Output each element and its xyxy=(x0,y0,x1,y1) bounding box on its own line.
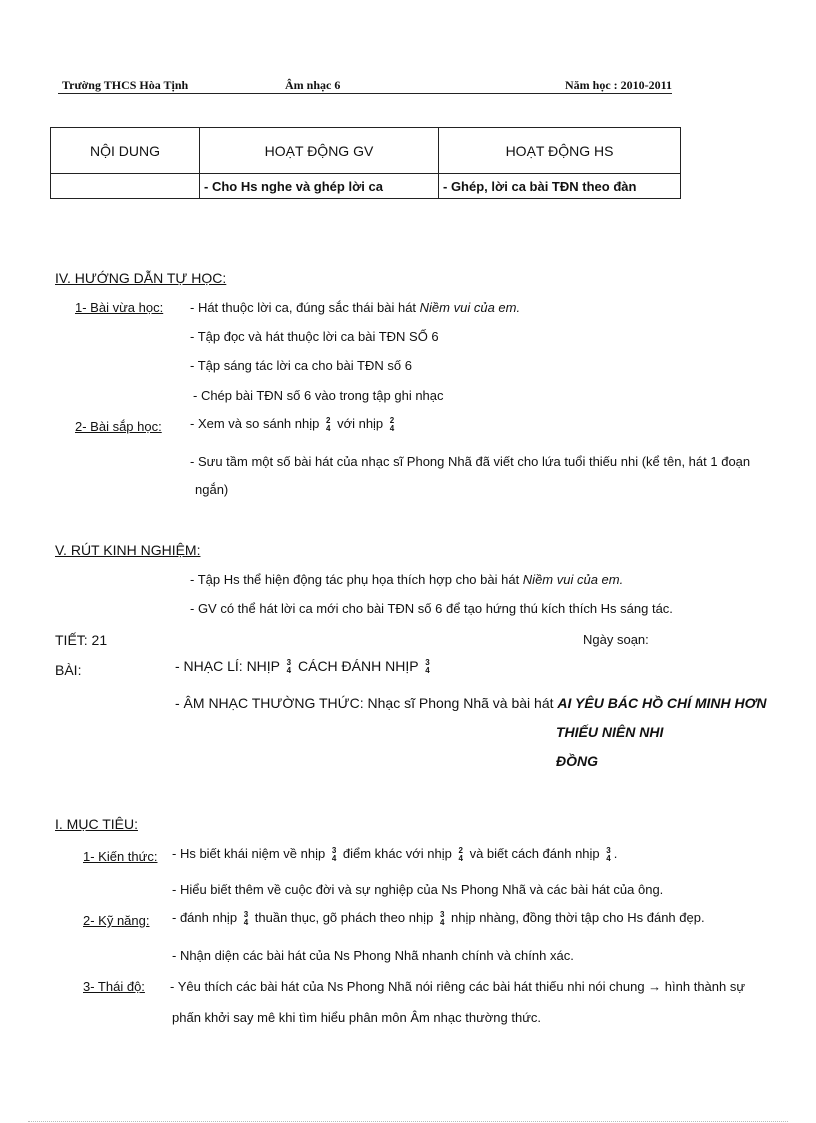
featured-song-title-cont-2: ĐỒNG xyxy=(556,753,598,769)
time-signature-2-4: 2 4 xyxy=(325,415,331,433)
time-signature-3-4: 3 4 xyxy=(439,909,445,927)
featured-song-title-cont-1: THIẾU NIÊN NHI xyxy=(556,724,664,740)
table-header-cell: NỘI DUNG xyxy=(51,128,200,174)
featured-song-title: AI YÊU BÁC HỒ CHÍ MINH HƠN xyxy=(557,695,767,711)
activity-table xyxy=(50,127,681,199)
table-header-cell: HOẠT ĐỘNG GV xyxy=(200,128,439,174)
time-signature-3-4: 3 4 xyxy=(286,658,292,676)
time-signature-3-4: 3 4 xyxy=(243,909,249,927)
skills-item-1-text: - đánh nhịp xyxy=(172,910,238,925)
table-cell: - Cho Hs nghe và ghép lời ca xyxy=(200,174,439,199)
experience-item-1 xyxy=(190,572,623,587)
next-label: 2- Bài sắp học: xyxy=(75,419,162,434)
school-name: Trường THCS Hòa Tịnh xyxy=(62,78,189,92)
skills-item-1-text-c: nhịp nhàng, đồng thời tập cho Hs đánh đẹp. xyxy=(451,910,705,925)
time-signature-3-4: 3 4 xyxy=(425,658,430,676)
learned-item-3: - Tập sáng tác lời ca cho bài TĐN số 6 xyxy=(190,358,412,373)
knowledge-item-1-text-b: điểm khác với nhịp xyxy=(342,846,452,861)
learned-item-4: - Chép bài TĐN số 6 vào trong tập ghi nhạc xyxy=(193,388,444,403)
table-header-row xyxy=(51,128,681,174)
next-item-2-line-2: ngắn) xyxy=(195,482,229,497)
attitude-item-2: phấn khởi say mê khi tìm hiểu phân môn Âm nhạc thường thức. xyxy=(172,1010,542,1025)
time-signature-2-4: 2 4 xyxy=(458,845,463,863)
experience-item-2: - GV có thể hát lời ca mới cho bài TĐN số 6 để tạo hứng thú kích thích Hs sáng tác. xyxy=(190,601,673,616)
attitude-item-1: - Yêu thích các bài hát của Ns Phong Nhã nói riêng các bài hát thiếu nhi nói chung → hình thành sự xyxy=(170,979,746,994)
section-4-title: IV. HƯỚNG DẪN TỰ HỌC: xyxy=(55,270,227,286)
knowledge-item-1 xyxy=(172,846,617,863)
table-cell: - Ghép, lời ca bài TĐN theo đàn xyxy=(439,174,681,199)
page-bottom-divider xyxy=(28,1121,788,1122)
knowledge-item-2: - Hiểu biết thêm về cuộc đời và sự nghiệp của Ns Phong Nhã và các bài hát của ông. xyxy=(172,882,664,897)
table-row xyxy=(51,174,681,199)
subject-name: Âm nhạc 6 xyxy=(285,78,341,92)
song-title: Niềm vui của em. xyxy=(419,300,521,315)
knowledge-item-1-text: - Hs biết khái niệm về nhịp xyxy=(172,846,326,861)
school-year: Năm học : 2010-2011 xyxy=(565,78,672,92)
time-signature-3-4: 3 4 xyxy=(331,845,337,863)
song-title: Niềm vui của em. xyxy=(522,572,624,587)
prepared-date: Ngày soạn: xyxy=(583,632,649,647)
lesson-period: TIẾT: 21 xyxy=(55,632,108,648)
learned-label: 1- Bài vừa học: xyxy=(75,300,164,315)
lesson-topic-1 xyxy=(175,658,433,675)
skills-item-1-text-b: thuần thục, gõ phách theo nhịp xyxy=(254,910,434,925)
learned-item-1-text: - Hát thuộc lời ca, đúng sắc thái bài hát xyxy=(190,300,420,315)
skills-item-2: - Nhận diện các bài hát của Ns Phong Nhã nhanh chính và chính xác. xyxy=(172,948,574,963)
next-item-1-text-b: với nhịp xyxy=(337,416,384,431)
table-header-cell: HOẠT ĐỘNG HS xyxy=(439,128,681,174)
learned-item-2: - Tập đọc và hát thuộc lời ca bài TĐN SỐ 6 xyxy=(190,329,439,344)
experience-item-1-text: - Tập Hs thể hiện động tác phụ họa thích hợp cho bài hát xyxy=(190,572,523,587)
header-divider xyxy=(58,93,672,94)
lesson-label: BÀI: xyxy=(55,662,82,678)
lesson-topic-2 xyxy=(175,695,766,711)
table-cell xyxy=(51,174,200,199)
lesson-topic-1-text: - NHẠC LÍ: NHỊP xyxy=(175,658,280,674)
skills-label: 2- Kỹ năng: xyxy=(83,913,150,928)
section-1-title: I. MỤC TIÊU: xyxy=(55,816,138,832)
time-signature-2-4: 2 4 xyxy=(389,415,395,433)
lesson-topic-2-text: - ÂM NHẠC THƯỜNG THỨC: Nhạc sĩ Phong Nhã và bài hát xyxy=(175,695,558,711)
time-signature-3-4: 3 4 xyxy=(606,845,611,863)
section-5-title: V. RÚT KINH NGHIỆM: xyxy=(55,542,201,558)
learned-item-1 xyxy=(190,300,520,315)
next-item-2-line-1: - Sưu tầm một số bài hát của nhạc sĩ Phong Nhã đã viết cho lứa tuổi thiếu nhi (kể tên, hát 1 đoạn xyxy=(190,454,751,469)
next-item-1-text: - Xem và so sánh nhịp xyxy=(190,416,320,431)
knowledge-item-1-end: . xyxy=(613,846,618,861)
knowledge-item-1-text-c: và biết cách đánh nhịp xyxy=(469,846,600,861)
attitude-label: 3- Thái độ: xyxy=(83,979,145,994)
lesson-topic-1-text-b: CÁCH ĐÁNH NHỊP xyxy=(298,658,419,674)
next-item-1 xyxy=(190,416,397,433)
skills-item-1 xyxy=(172,910,705,927)
knowledge-label: 1- Kiến thức: xyxy=(83,849,158,864)
